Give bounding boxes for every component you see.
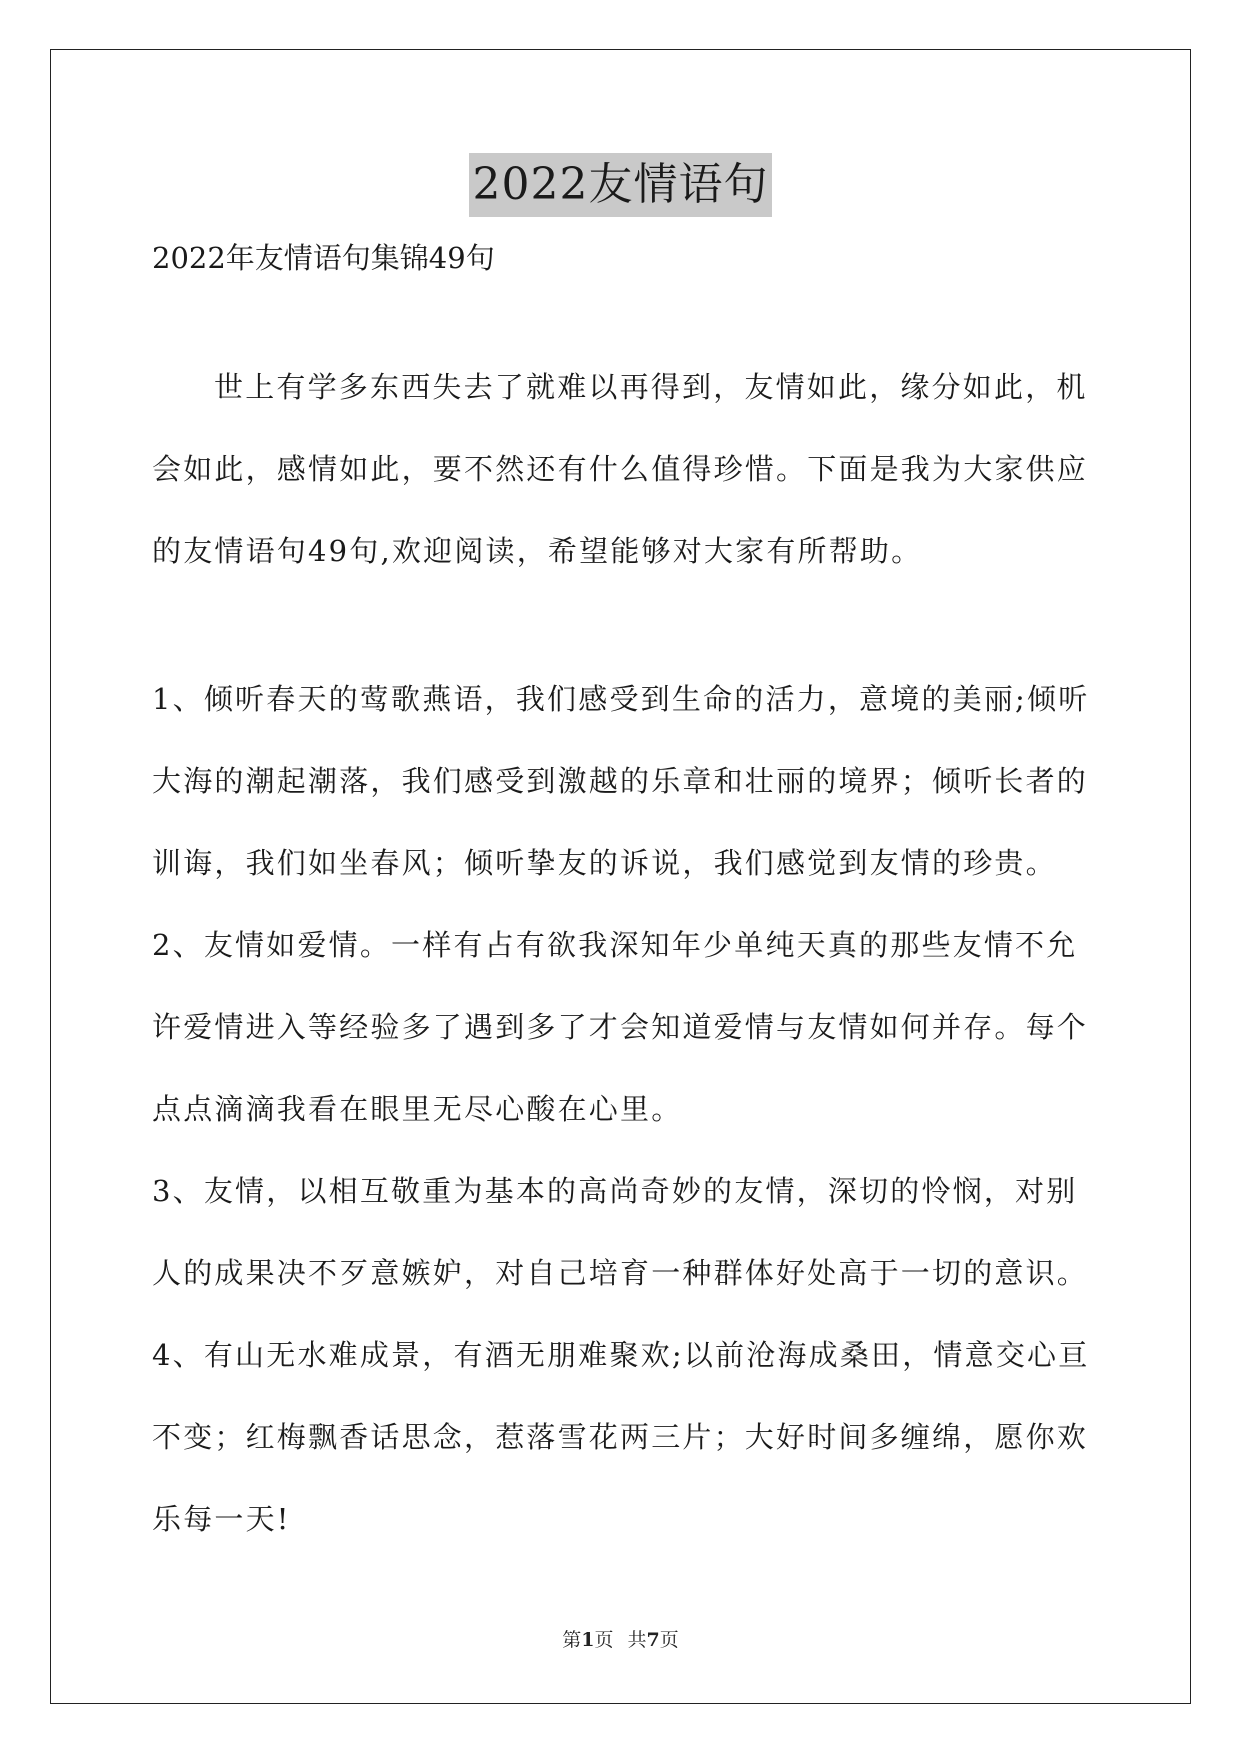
document-title: 2022友情语句: [469, 153, 773, 217]
page-prefix: 第: [562, 1629, 582, 1651]
total-prefix: 共: [627, 1629, 647, 1651]
document-body: [152, 238, 1092, 1536]
intro-paragraph: 世上有学多东西失去了就难以再得到，友情如此，缘分如此，机会如此，感情如此，要不然还有什么值得珍惜。下面是我为大家供应的友情语句49句,欢迎阅读，希望能够对大家有所帮助。: [152, 370, 1089, 568]
page-total: 7: [646, 1629, 660, 1651]
quote-item-1: 1、倾听春天的莺歌燕语，我们感受到生命的活力，意境的美丽;倾听大海的潮起潮落，我们感受到激越的乐章和壮丽的境界；倾听长者的训诲，我们如坐春风；倾听挚友的诉说，我们感觉到友情的珍贵。: [152, 682, 1090, 880]
quote-item-2: 2、友情如爱情。一样有占有欲我深知年少单纯天真的那些友情不允许爱情进入等经验多了遇到多了才会知道爱情与友情如何并存。每个点点滴滴我看在眼里无尽心酸在心里。: [152, 928, 1089, 1126]
quote-list: [152, 658, 1092, 1560]
document-subtitle: 2022年友情语句集锦49句: [152, 241, 495, 275]
quote-item-3: 3、友情，以相互敬重为基本的高尚奇妙的友情，深切的怜悯，对别人的成果决不歹意嫉妒，对自己培育一种群体好处高于一切的意识。: [152, 1174, 1089, 1290]
document-title-container: [0, 153, 1241, 217]
page-footer: [0, 1628, 1241, 1652]
quote-item-4: 4、有山无水难成景，有酒无朋难聚欢;以前沧海成桑田，情意交心亘不变；红梅飘香话思念，惹落雪花两三片；大好时间多缠绵，愿你欢乐每一天!: [152, 1338, 1090, 1536]
page-current: 1: [581, 1629, 595, 1651]
page-suffix: 页: [594, 1629, 614, 1651]
total-suffix: 页: [659, 1629, 679, 1651]
